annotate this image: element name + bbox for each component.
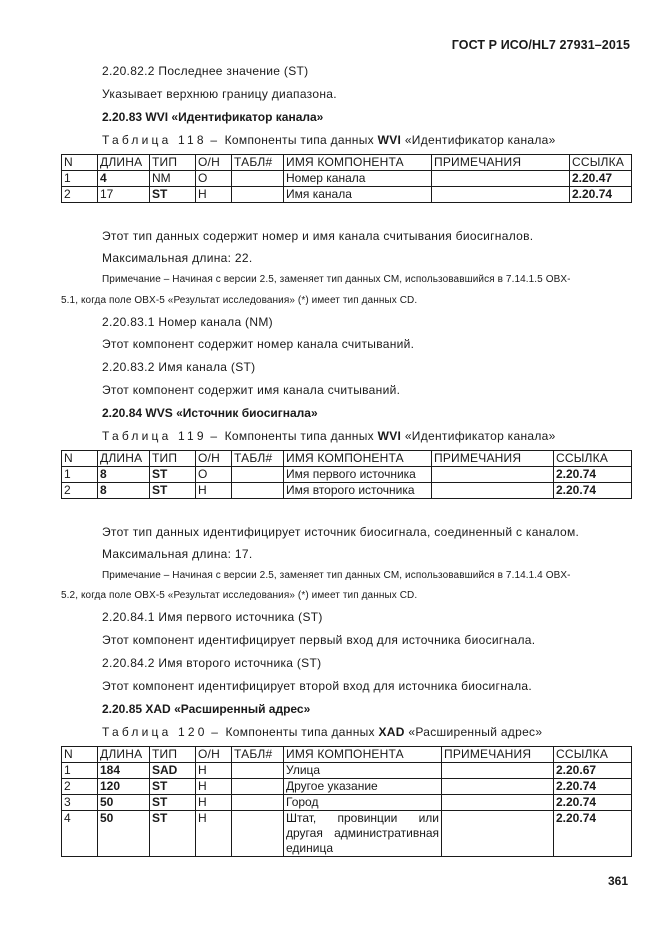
note-line: Примечание – Начиная с версии 2.5, заменяет тип данных CM, использовавшийся в 7.14.1.4 OBX- <box>102 570 571 581</box>
cell: 1 <box>62 763 98 779</box>
paragraph-text: Имя канала (ST) <box>158 360 256 374</box>
col-header: ТИП <box>150 451 196 467</box>
paragraph: Максимальная длина: 22. <box>102 251 253 265</box>
col-header: N <box>62 155 98 171</box>
section-title: «Источник биосигнала» <box>176 406 318 420</box>
clause-number: 2.20.83.1 <box>102 315 155 329</box>
note-line: 5.2, когда поле OBX-5 «Результат исследования» (*) имеет тип данных CD. <box>61 590 418 601</box>
cell: 4 <box>62 811 98 857</box>
section-code: WVS <box>145 406 173 420</box>
table-label: Таблица 118 <box>102 133 207 147</box>
col-header: ССЫЛКА <box>570 155 632 171</box>
cell: 8 <box>98 467 150 483</box>
table-caption <box>102 429 556 443</box>
note-line: Примечание – Начиная с версии 2.5, заменяет тип данных CM, использовавшийся в 7.14.1.5 OBX- <box>102 274 571 285</box>
table-row <box>62 187 632 203</box>
cell: 2 <box>62 483 98 499</box>
cell <box>232 779 284 795</box>
paragraph: Этот компонент содержит имя канала считываний. <box>102 383 401 397</box>
paragraph <box>102 315 273 329</box>
caption-name: «Расширенный адрес» <box>408 725 543 739</box>
clause-number: 2.20.84.2 <box>102 656 155 670</box>
col-header: ТАБЛ# <box>232 747 284 763</box>
cell: Н <box>196 187 232 203</box>
table-119 <box>61 450 632 499</box>
cell: ST <box>150 779 196 795</box>
table-label: Таблица 120 <box>102 725 208 739</box>
col-header: ДЛИНА <box>98 747 150 763</box>
cell: Н <box>196 795 232 811</box>
cell <box>432 171 570 187</box>
table-header-row <box>62 155 632 171</box>
paragraph-text: Номер канала (NM) <box>158 315 273 329</box>
cell: Н <box>196 811 232 857</box>
col-header: ИМЯ КОМПОНЕНТА <box>284 451 432 467</box>
cell: Н <box>196 483 232 499</box>
cell <box>432 187 570 203</box>
cell: 2.20.74 <box>554 467 632 483</box>
caption-name: «Идентификатор канала» <box>404 133 556 147</box>
section-number: 2.20.84 <box>102 406 143 420</box>
cell: ST <box>150 467 196 483</box>
cell: ST <box>150 811 196 857</box>
caption-code: WVI <box>377 429 402 443</box>
cell <box>232 467 284 483</box>
paragraph: Максимальная длина: 17. <box>102 547 253 561</box>
table-row <box>62 467 632 483</box>
col-header: ИМЯ КОМПОНЕНТА <box>284 155 432 171</box>
cell <box>232 811 284 857</box>
section-heading <box>102 110 323 124</box>
paragraph: Этот компонент идентифицирует второй вход для источника биосигнала. <box>102 679 533 693</box>
paragraph: Этот тип данных идентифицирует источник биосигнала, соединенный с каналом. <box>102 525 580 539</box>
cell: Н <box>196 763 232 779</box>
section-title: «Расширенный адрес» <box>174 702 311 716</box>
cell: NM <box>150 171 196 187</box>
cell: 50 <box>98 811 150 857</box>
cell: 2 <box>62 187 98 203</box>
caption-code: XAD <box>378 725 405 739</box>
table-caption <box>102 725 542 739</box>
table-120 <box>61 746 632 857</box>
section-number: 2.20.85 <box>102 702 143 716</box>
caption-text: Компоненты типа данных <box>224 133 374 147</box>
col-header: ПРИМЕЧАНИЯ <box>432 155 570 171</box>
paragraph <box>102 64 308 78</box>
col-header: N <box>62 747 98 763</box>
section-title: «Идентификатор канала» <box>171 110 324 124</box>
cell <box>442 763 554 779</box>
cell: ST <box>150 795 196 811</box>
cell: SAD <box>150 763 196 779</box>
col-header: ИМЯ КОМПОНЕНТА <box>284 747 442 763</box>
cell: 2 <box>62 779 98 795</box>
clause-number: 2.20.84.1 <box>102 610 155 624</box>
section-number: 2.20.83 <box>102 110 143 124</box>
cell: 184 <box>98 763 150 779</box>
cell: Имя первого источника <box>284 467 432 483</box>
cell: Другое указание <box>284 779 442 795</box>
cell: ST <box>150 187 196 203</box>
cell <box>432 483 554 499</box>
col-header: О/Н <box>196 451 232 467</box>
section-code: XAD <box>145 702 171 716</box>
col-header: О/Н <box>196 155 232 171</box>
cell <box>442 811 554 857</box>
paragraph-text: Последнее значение (ST) <box>158 64 309 78</box>
paragraph: Этот компонент идентифицирует первый вход для источника биосигнала. <box>102 633 536 647</box>
document-header: ГОСТ Р ИСО/HL7 27931–2015 <box>451 38 630 52</box>
cell: 2.20.74 <box>554 795 632 811</box>
col-header: ТАБЛ# <box>232 155 284 171</box>
section-heading <box>102 406 318 420</box>
col-header: N <box>62 451 98 467</box>
cell: ST <box>150 483 196 499</box>
col-header: ССЫЛКА <box>554 747 632 763</box>
paragraph: Этот компонент содержит номер канала считываний. <box>102 337 415 351</box>
cell: Штат, провинции или другая административная единица <box>284 811 442 857</box>
note-line: 5.1, когда поле OBX-5 «Результат исследования» (*) имеет тип данных CD. <box>61 295 418 306</box>
cell: Улица <box>284 763 442 779</box>
table-row <box>62 763 632 779</box>
cell: 50 <box>98 795 150 811</box>
clause-number: 2.20.82.2 <box>102 64 155 78</box>
caption-code: WVI <box>377 133 402 147</box>
table-caption <box>102 133 556 147</box>
cell <box>232 171 284 187</box>
cell: Н <box>196 779 232 795</box>
page-number: 361 <box>607 874 628 888</box>
paragraph-text: Имя первого источника (ST) <box>158 610 323 624</box>
cell <box>232 483 284 499</box>
cell: 120 <box>98 779 150 795</box>
section-heading <box>102 702 310 716</box>
cell: 17 <box>98 187 150 203</box>
col-header: О/Н <box>196 747 232 763</box>
caption-dash: – <box>210 429 218 443</box>
cell <box>442 795 554 811</box>
cell <box>232 763 284 779</box>
cell: 3 <box>62 795 98 811</box>
cell: О <box>196 467 232 483</box>
table-row <box>62 811 632 857</box>
section-code: WVI <box>145 110 169 124</box>
col-header: ДЛИНА <box>98 155 150 171</box>
col-header: ПРИМЕЧАНИЯ <box>442 747 554 763</box>
cell: 2.20.74 <box>554 779 632 795</box>
paragraph <box>102 656 321 670</box>
table-row <box>62 795 632 811</box>
cell <box>232 187 284 203</box>
paragraph-text: Имя второго источника (ST) <box>158 656 322 670</box>
paragraph <box>102 360 255 374</box>
cell: 1 <box>62 171 98 187</box>
table-row <box>62 171 632 187</box>
col-header: ДЛИНА <box>98 451 150 467</box>
table-row <box>62 779 632 795</box>
paragraph: Этот тип данных содержит номер и имя канала считывания биосигналов. <box>102 229 534 243</box>
cell: 4 <box>98 171 150 187</box>
paragraph: Указывает верхнюю границу диапазона. <box>102 87 337 101</box>
paragraph <box>102 610 323 624</box>
col-header: ТИП <box>150 155 196 171</box>
table-118 <box>61 154 632 203</box>
table-label: Таблица 119 <box>102 429 207 443</box>
col-header: ССЫЛКА <box>554 451 632 467</box>
cell <box>232 795 284 811</box>
caption-dash: – <box>210 133 218 147</box>
cell: 1 <box>62 467 98 483</box>
cell <box>442 779 554 795</box>
cell: Город <box>284 795 442 811</box>
col-header: ПРИМЕЧАНИЯ <box>432 451 554 467</box>
cell: 2.20.67 <box>554 763 632 779</box>
cell: Имя канала <box>284 187 432 203</box>
caption-text: Компоненты типа данных <box>224 429 374 443</box>
table-header-row <box>62 747 632 763</box>
cell: 2.20.74 <box>554 811 632 857</box>
table-header-row <box>62 451 632 467</box>
cell <box>432 467 554 483</box>
caption-dash: – <box>211 725 219 739</box>
caption-text: Компоненты типа данных <box>225 725 375 739</box>
cell: 8 <box>98 483 150 499</box>
cell: 2.20.74 <box>554 483 632 499</box>
caption-name: «Идентификатор канала» <box>404 429 556 443</box>
cell: 2.20.74 <box>570 187 632 203</box>
col-header: ТИП <box>150 747 196 763</box>
cell: 2.20.47 <box>570 171 632 187</box>
cell: Номер канала <box>284 171 432 187</box>
cell: Имя второго источника <box>284 483 432 499</box>
table-row <box>62 483 632 499</box>
cell: О <box>196 171 232 187</box>
clause-number: 2.20.83.2 <box>102 360 155 374</box>
col-header: ТАБЛ# <box>232 451 284 467</box>
